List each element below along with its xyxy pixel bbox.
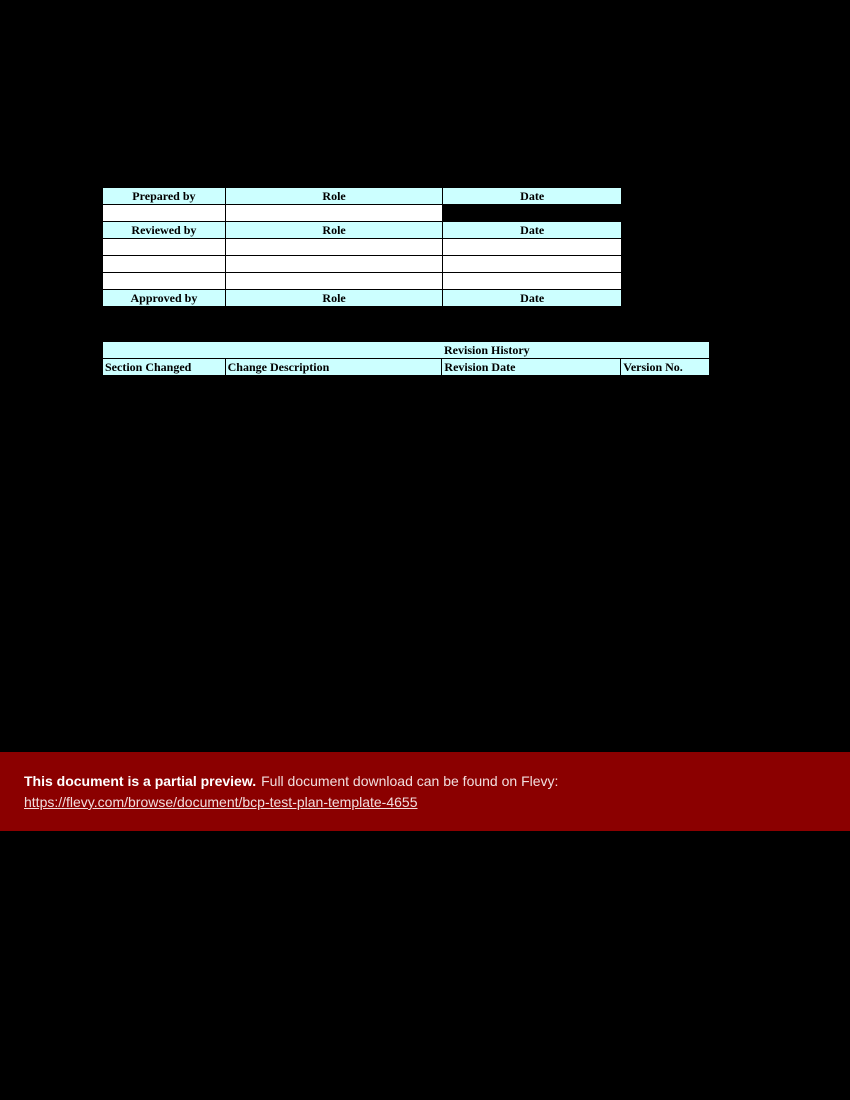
prepared-date-cell[interactable]	[443, 205, 622, 222]
section-changed-header: Section Changed	[103, 359, 226, 376]
reviewed-role-cell[interactable]	[225, 256, 443, 273]
reviewed-role-cell[interactable]	[225, 239, 443, 256]
prepared-role-cell[interactable]	[225, 205, 443, 222]
preview-banner	[0, 752, 850, 831]
reviewed-by-cell[interactable]	[103, 273, 226, 290]
role-header: Role	[225, 188, 443, 205]
approved-header-row	[103, 290, 622, 307]
reviewed-date-cell[interactable]	[443, 239, 622, 256]
reviewed-date-cell[interactable]	[443, 256, 622, 273]
flevy-document-link[interactable]: https://flevy.com/browse/document/bcp-test-plan-template-4655	[24, 794, 418, 810]
revision-title-row	[103, 342, 710, 359]
prepared-by-header: Prepared by	[103, 188, 226, 205]
prepared-by-cell[interactable]	[103, 205, 226, 222]
reviewed-by-cell[interactable]	[103, 239, 226, 256]
role-header: Role	[225, 290, 443, 307]
reviewed-header-row	[103, 222, 622, 239]
revision-history-title: Revision History	[103, 342, 710, 359]
reviewed-entry-row	[103, 239, 622, 256]
revision-date-header: Revision Date	[442, 359, 621, 376]
approved-by-header: Approved by	[103, 290, 226, 307]
preview-bold-text: This document is a partial preview.	[24, 773, 257, 789]
reviewed-by-cell[interactable]	[103, 256, 226, 273]
change-description-header: Change Description	[225, 359, 442, 376]
role-header: Role	[225, 222, 443, 239]
prepared-header-row	[103, 188, 622, 205]
reviewed-entry-row	[103, 273, 622, 290]
version-no-header: Version No.	[621, 359, 710, 376]
reviewed-entry-row	[103, 256, 622, 273]
revision-history-table	[102, 341, 710, 376]
reviewed-role-cell[interactable]	[225, 273, 443, 290]
prepared-entry-row	[103, 205, 622, 222]
signoff-table	[102, 187, 622, 307]
date-header: Date	[443, 188, 622, 205]
revision-header-row	[103, 359, 710, 376]
reviewed-date-cell[interactable]	[443, 273, 622, 290]
preview-text: Full document download can be found on Flevy:	[261, 773, 559, 789]
date-header: Date	[443, 222, 622, 239]
preview-message	[24, 773, 558, 789]
reviewed-by-header: Reviewed by	[103, 222, 226, 239]
date-header: Date	[443, 290, 622, 307]
